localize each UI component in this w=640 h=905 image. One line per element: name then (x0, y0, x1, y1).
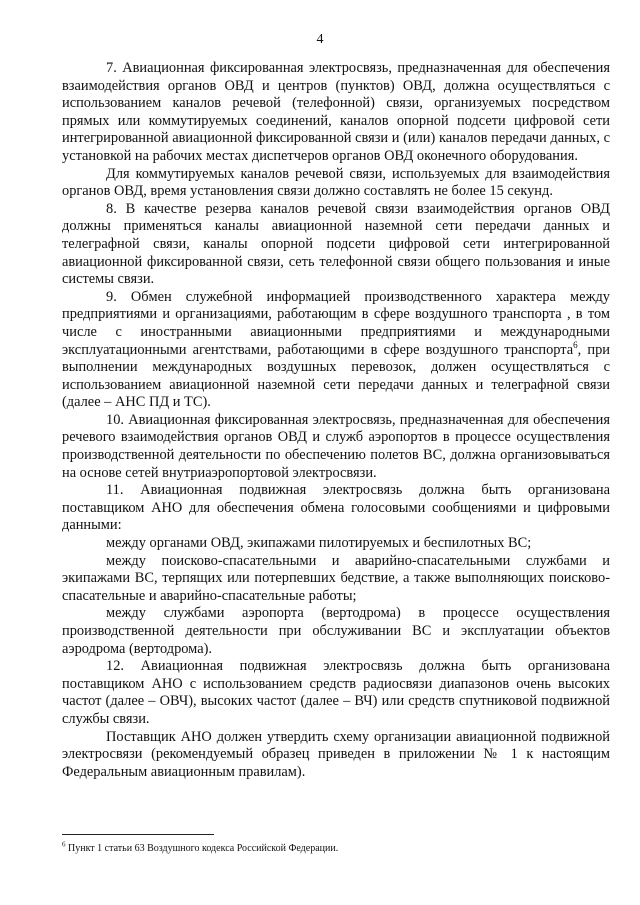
paragraph-11: 11. Авиационная подвижная электросвязь должна быть организована поставщиком АНО для обеспечения обмена голосовыми сообщениями и цифровыми данными: (62, 482, 610, 534)
paragraph-7-continuation: Для коммутируемых каналов речевой связи, используемых для взаимодействия органов ОВД, время установления связи должно составлять не более 15 секунд. (62, 165, 610, 200)
footnote-divider (62, 834, 214, 835)
paragraph-9-text-after: , при выполнении международных воздушных перевозок, должен осуществляться с использованием авиационной наземной сети передачи данных и телеграфной связи (далее – АНС ПД и ТС). (62, 341, 611, 411)
paragraph-9 (62, 289, 610, 412)
paragraph-9-text-before: 9. Обмен служебной информацией производственного характера между предприятиями и организациями, работающим в сфере воздушного транспорта , в том числе с иностранными авиационными предприятиями и международными эксплуатационными агентствами, работающими в сфере воздушного транспорта (62, 288, 610, 358)
paragraph-8: 8. В качестве резерва каналов речевой связи взаимодействия органов ОВД должны применяться каналы авиационной наземной сети передачи данных и телеграфной связи, каналы опорной подсети цифровой сети интегрированной авиационной фиксированной связи, сеть телефонной связи общего пользования и иные системы связи. (62, 200, 610, 288)
paragraph-7: 7. Авиационная фиксированная электросвязь, предназначенная для обеспечения взаимодействия органов ОВД и центров (пунктов) ОВД, должна осуществляться с использованием каналов речевой (телефонной) связи, организуемых посредством прямых или коммутируемых соединений, каналов опорной подсети цифровой сети интегрированной авиационной фиксированной связи и (или) каналов передачи данных, с установкой на рабочих местах диспетчеров органов ОВД оконечного оборудования. (62, 60, 610, 164)
footnote (62, 840, 610, 855)
document-body (62, 60, 610, 781)
paragraph-10: 10. Авиационная фиксированная электросвязь, предназначенная для обеспечения речевого взаимодействия органов ОВД и служб аэропортов в процессе осуществления производственной деятельности по обеспечению полетов ВС, должна организовываться на основе сетей внутриаэропортовой электросвязи. (62, 411, 610, 481)
page-number: 4 (316, 32, 324, 47)
paragraph-11-item-3: между службами аэропорта (вертодрома) в процессе осуществления производственной деятельности при обслуживании ВС и эксплуатации объектов аэродрома (вертодрома). (62, 605, 610, 657)
footnote-reference: 6 (573, 339, 578, 350)
paragraph-12: 12. Авиационная подвижная электросвязь должна быть организована поставщиком АНО с использованием средств радиосвязи диапазонов очень высоких частот (далее – ОВЧ), высоких частот (далее – ВЧ) или средств спутниковой подвижной службы связи. (62, 658, 610, 727)
paragraph-11-item-1: между органами ОВД, экипажами пилотируемых и беспилотных ВС; (106, 535, 532, 552)
paragraph-11-item-2: между поисково-спасательными и аварийно-спасательными службами и экипажами ВС, терпящих или потерпевших бедствие, а также выполняющих поисково-спасательные и аварийно-спасательные работы; (62, 552, 610, 604)
footnote-text: Пункт 1 статьи 63 Воздушного кодекса Российской Федерации. (65, 843, 339, 854)
paragraph-12-continuation: Поставщик АНО должен утвердить схему организации авиационной подвижной электросвязи (рекомендуемый образец приведен в приложении № 1 к настоящим Федеральным авиационным правилам). (62, 728, 610, 780)
footnote-marker: 6 (62, 840, 66, 849)
